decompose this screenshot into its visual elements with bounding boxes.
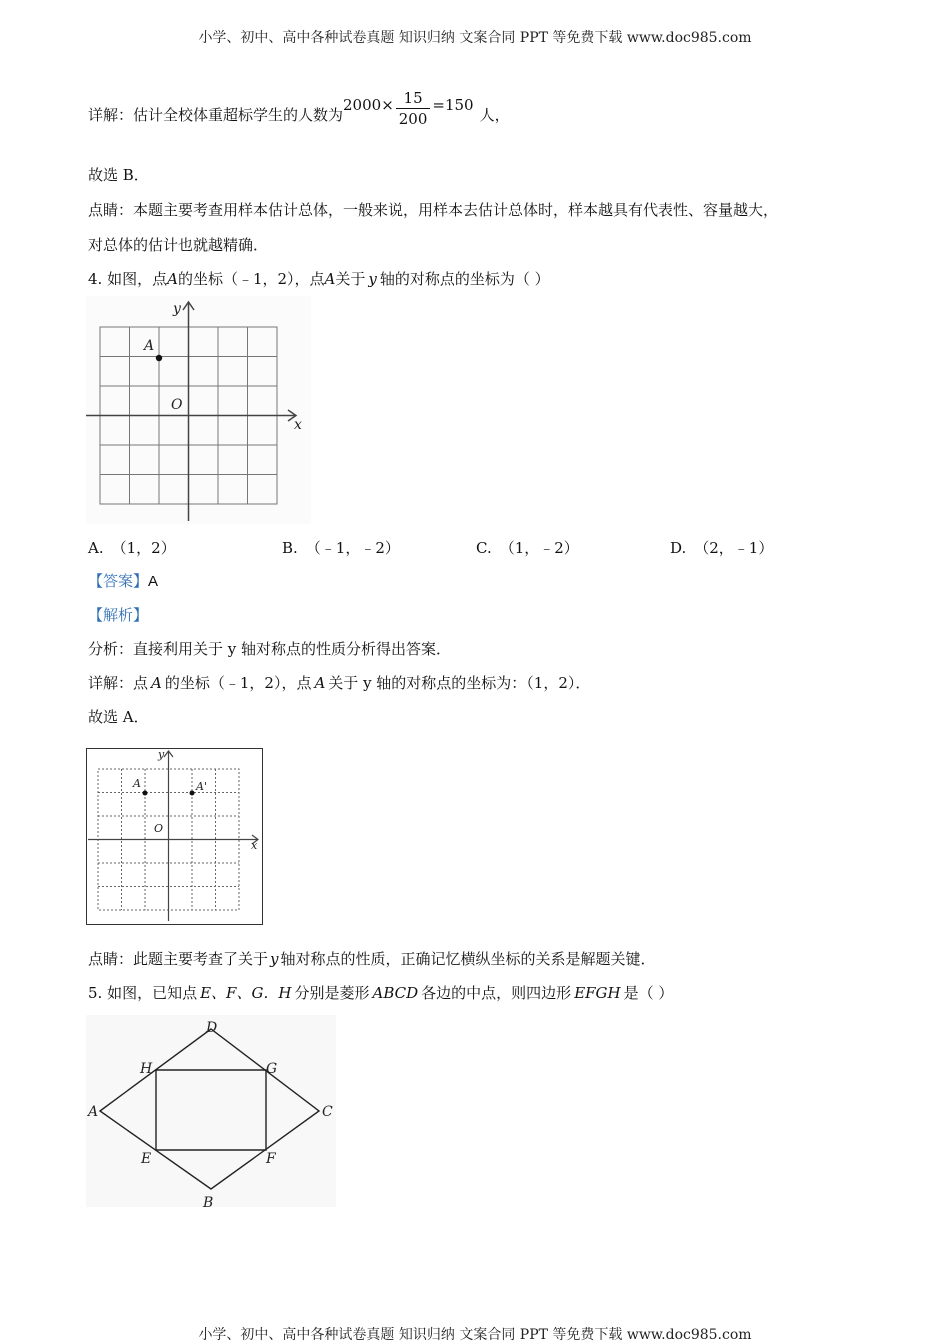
q4-analysis: 分析：直接利用关于 y 轴对称点的性质分析得出答案． [88, 640, 452, 658]
q4-option-c-value: （1，﹣2） [499, 539, 579, 557]
q4-comment [88, 948, 656, 969]
q4-option-b-value: （﹣1，﹣2） [305, 539, 400, 557]
q4-solution-label-o: O [154, 822, 164, 835]
q4-solution-point-a [143, 791, 148, 796]
q4-stem-var-y: y [368, 270, 377, 288]
q4-stem-mid2: 关于 [335, 270, 366, 288]
q4-solution-frame [87, 749, 263, 925]
q4-stem [88, 268, 550, 289]
q4-stem-var-a2: A [324, 270, 336, 288]
q5-label-c: C [322, 1104, 333, 1120]
q3-comment-line1: 点睛：本题主要考查用样本估计总体，一般来说，用样本去估计总体时，样本越具有代表性、容量越大， [88, 201, 779, 219]
q5-stem-end: 是（ ） [623, 984, 674, 1002]
q5-stem-quad: EFGH [574, 984, 621, 1002]
q3-detail-prefix: 详解：估计全校体重超标学生的人数为 [88, 106, 344, 124]
q5-label-a: A [88, 1104, 99, 1120]
page-header: 小学、初中、高中各种试卷真题 知识归纳 文案合同 PPT 等免费下载 www.doc985.com [198, 30, 752, 46]
q4-stem-var-a: A [167, 270, 178, 288]
q4-option-d-letter: D. [670, 539, 687, 557]
q4-detail [88, 672, 590, 693]
q4-detail-mid1: 的坐标（﹣1，2），点 [164, 674, 312, 692]
q4-option-a [88, 537, 176, 558]
q5-stem [88, 982, 673, 1003]
q4-option-c [476, 537, 579, 558]
q5-label-h: H [140, 1061, 153, 1077]
q4-detail-mid2: 关于 y 轴的对称点的坐标为：（1，2）． [328, 674, 591, 692]
q4-detail-var-a2: A [314, 674, 326, 692]
page-footer: 小学、初中、高中各种试卷真题 知识归纳 文案合同 PPT 等免费下载 www.doc985.com [198, 1327, 752, 1343]
q5-stem-prefix: 5. 如图，已知点 [88, 984, 198, 1002]
q4-option-d-value: （2，﹣1） [694, 539, 774, 557]
q4-comment-var-y: y [270, 950, 279, 968]
q5-stem-points: E、F、G．H [200, 984, 292, 1002]
q4-option-a-letter: A. [88, 539, 104, 557]
q4-option-c-letter: C. [476, 539, 492, 557]
q4-point-a [156, 355, 162, 361]
q4-answer-line [88, 570, 158, 591]
q4-solution-label-y: y [158, 748, 165, 761]
q5-figure-bg [86, 1015, 336, 1207]
q4-solution-label-a-prime: A' [196, 780, 207, 793]
q4-option-b [282, 537, 400, 558]
q3-detail-suffix: 人， [479, 106, 510, 124]
q4-label-x: x [294, 417, 302, 433]
q4-answer-value: A [148, 573, 159, 590]
q4-solution-label-x: x [251, 839, 258, 852]
q3-detail-line [88, 88, 510, 129]
q5-label-e: E [141, 1151, 152, 1167]
q4-option-a-value: （1，2） [111, 539, 176, 557]
q3-fraction [396, 88, 431, 129]
q5-stem-mid: 分别是菱形 [294, 984, 370, 1002]
q4-stem-mid1: 的坐标（﹣1，2），点 [177, 270, 325, 288]
q4-comment-suffix: 轴对称点的性质，正确记忆横纵坐标的关系是解题关键． [280, 950, 656, 968]
q5-stem-mid2: 各边的中点，则四边形 [421, 984, 572, 1002]
q4-comment-prefix: 点睛：此题主要考查了关于 [88, 950, 269, 968]
q3-choose: 故选 B． [88, 166, 149, 184]
q5-rhombus-figure [86, 1015, 336, 1207]
q3-comment-line2: 对总体的估计也就越精确． [88, 236, 269, 254]
q3-expr-right: =150 [432, 96, 474, 114]
q3-frac-num: 15 [396, 88, 431, 109]
q5-label-d: D [206, 1020, 218, 1036]
q4-choose: 故选 A． [88, 708, 149, 726]
q4-stem-num: 4. 如图，点 [88, 270, 168, 288]
q5-label-b: B [203, 1195, 214, 1207]
q4-solution-label-a: A [133, 777, 141, 790]
q4-option-b-letter: B. [282, 539, 298, 557]
q4-analysis-tag: 【解析】 [88, 606, 149, 624]
q4-label-a: A [144, 338, 155, 354]
q5-label-f: F [266, 1151, 276, 1167]
q4-option-d [670, 537, 773, 558]
q4-label-y: y [173, 301, 181, 317]
q3-frac-den: 200 [398, 110, 428, 128]
q4-detail-var-a: A [151, 674, 162, 692]
q4-coordinate-figure [86, 296, 311, 524]
q4-solution-point-a-prime [190, 791, 195, 796]
q4-label-o: O [171, 397, 183, 413]
q5-label-g: G [266, 1061, 278, 1077]
q4-solution-figure [86, 745, 264, 925]
q3-expr-left: 2000× [343, 96, 394, 114]
q4-detail-prefix: 详解：点 [88, 674, 149, 692]
q5-stem-rhombus: ABCD [372, 984, 419, 1002]
q4-stem-end: 轴的对称点的坐标为（ ） [379, 270, 550, 288]
q4-answer-tag: 【答案】 [88, 572, 149, 590]
